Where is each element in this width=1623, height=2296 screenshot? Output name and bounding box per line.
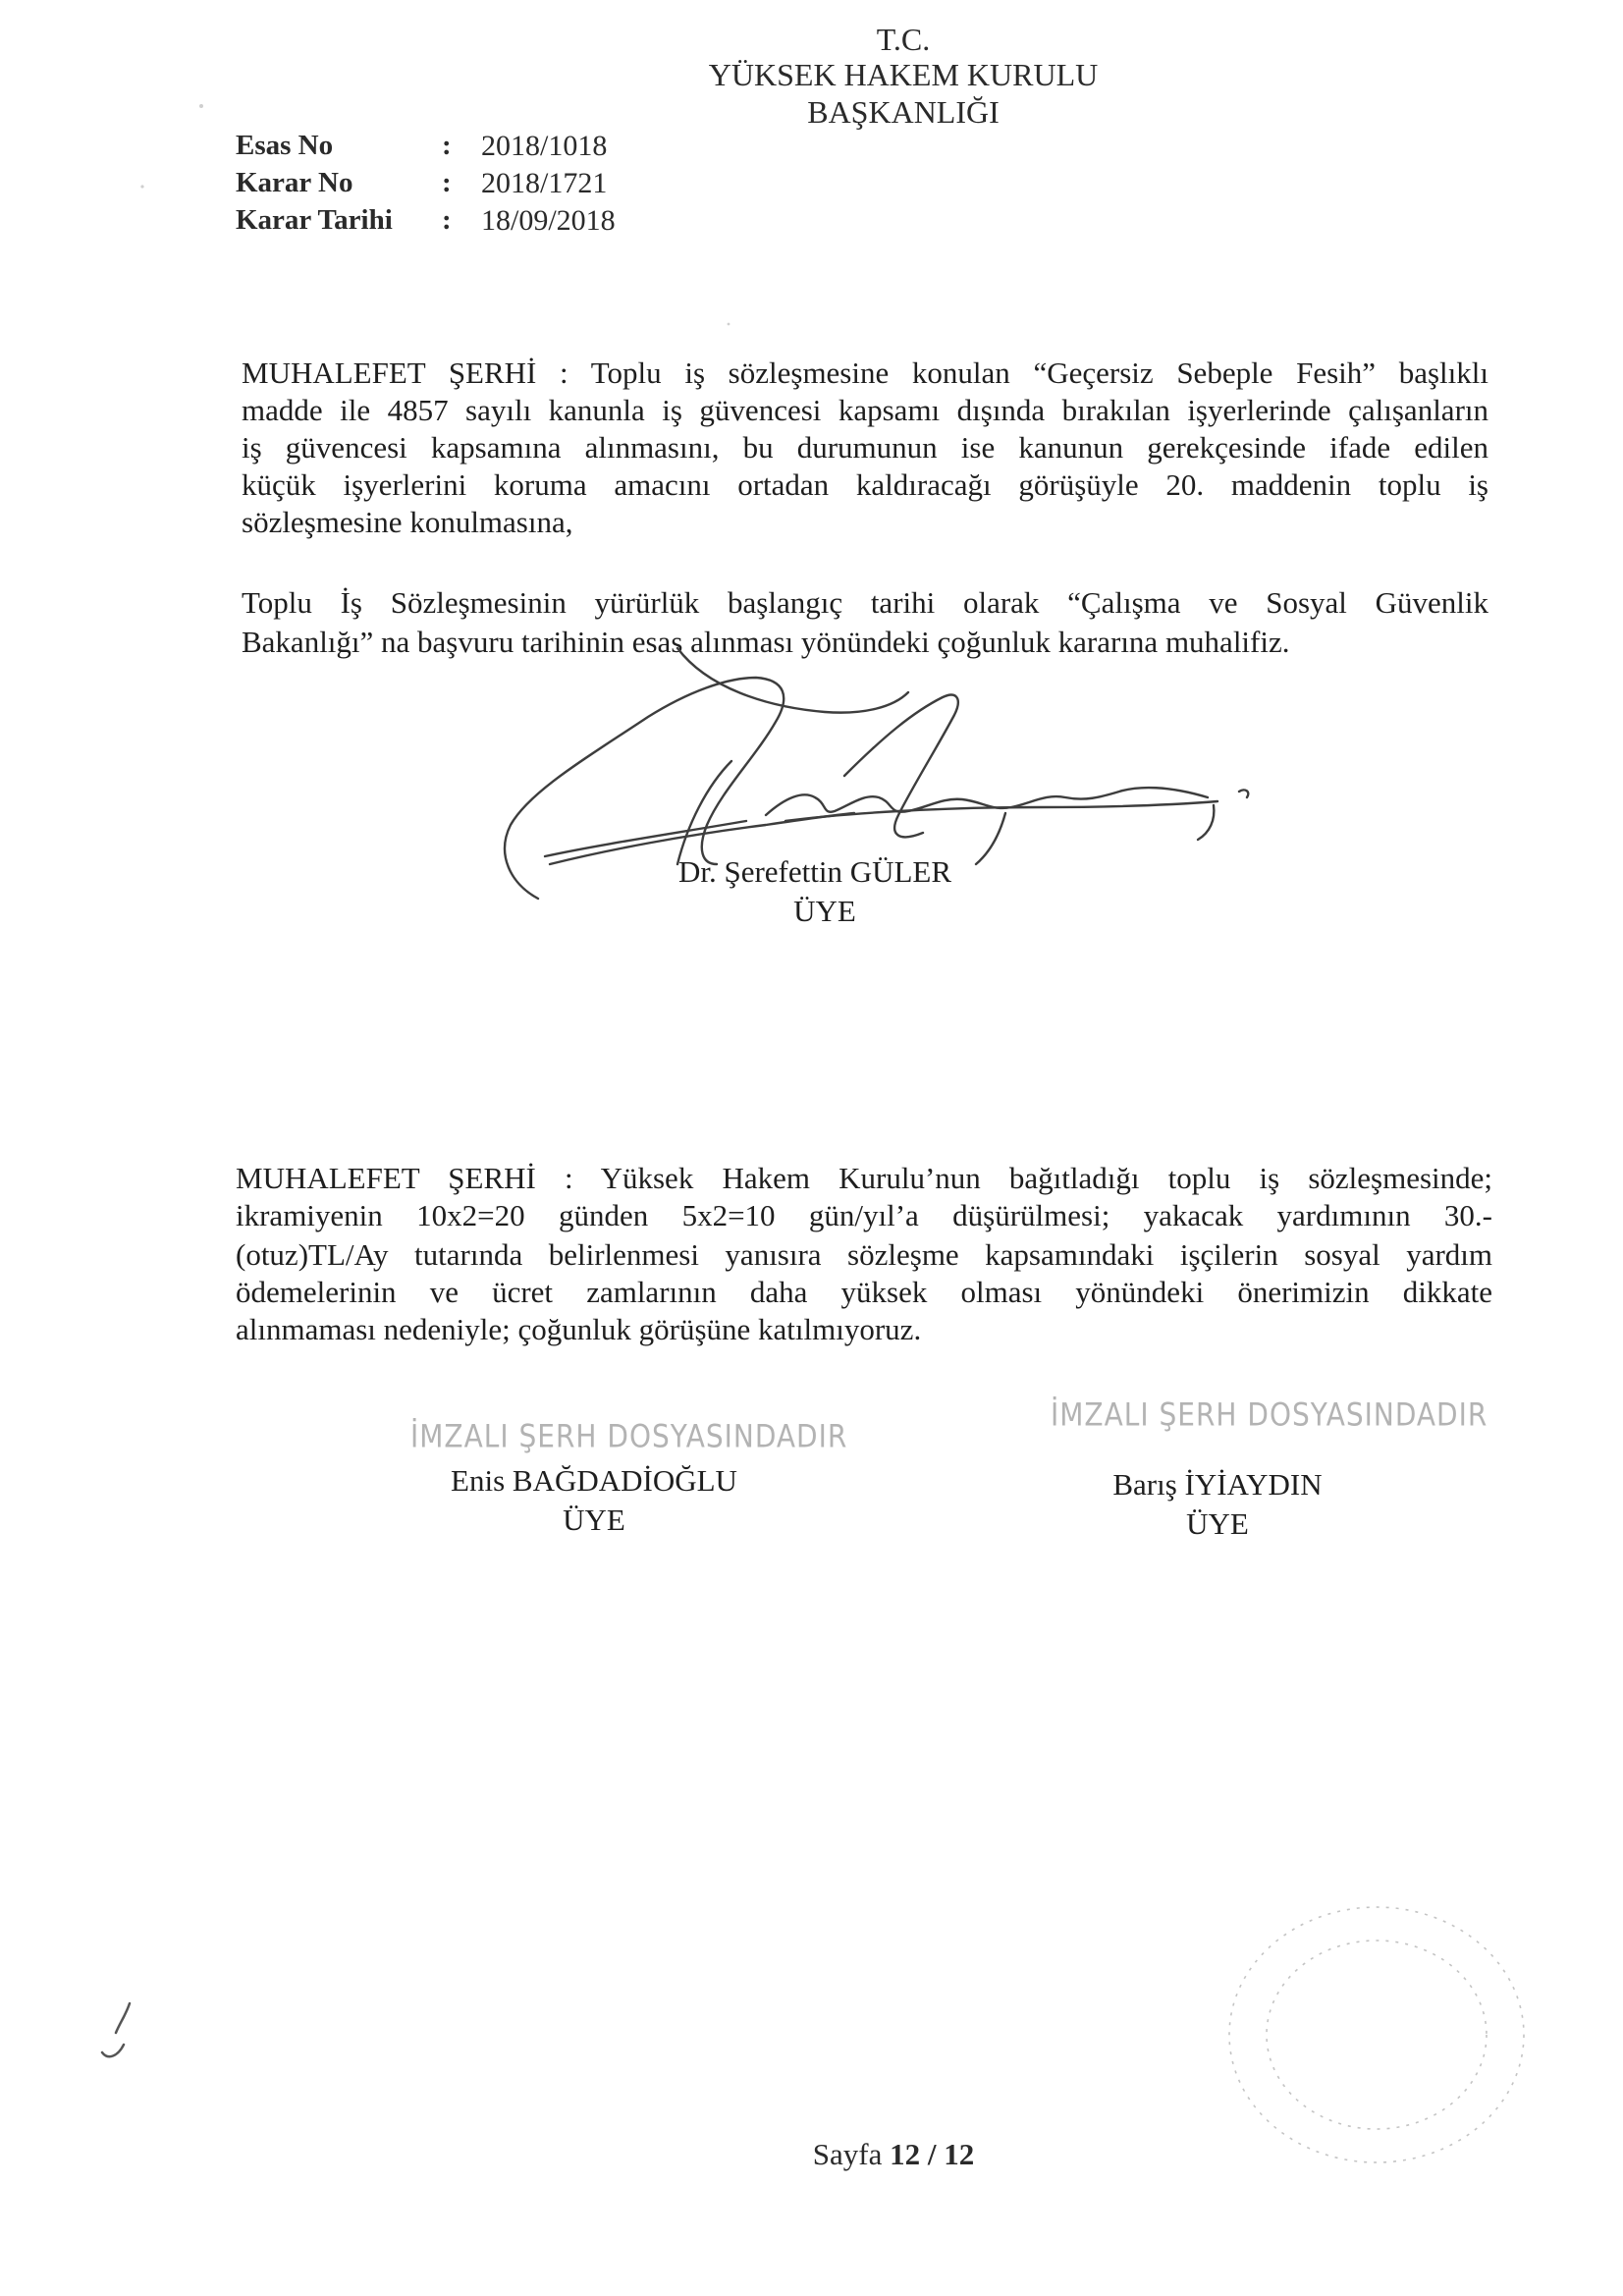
dissent1-line: MUHALEFET ŞERHİ : Toplu iş sözleşmesine konulan “Geçersiz Sebeple Fesih” başlıklı (242, 355, 1488, 390)
meta-label: Esas No (236, 130, 334, 161)
dissent2-line: alınmaması nedeniyle; çoğunluk görüşüne katılmıyoruz. (236, 1312, 922, 1346)
signer-role: ÜYE (1186, 1506, 1249, 1541)
signer-name: Barış İYİAYDIN (1112, 1467, 1323, 1502)
page-current: 12 (890, 2137, 921, 2171)
dissent1-line: Toplu İş Sözleşmesinin yürürlük başlangıç tarihi olarak “Çalışma ve Sosyal Güvenlik (242, 585, 1488, 620)
header-tc: T.C. (876, 22, 931, 57)
meta-value: 2018/1721 (481, 167, 608, 199)
dissent1-line: madde ile 4857 sayılı kanunla iş güvencesi kapsamı dışında bırakılan işyerlerinde çalışanların (242, 393, 1488, 427)
dissent2-line: ödemelerinin ve ücret zamlarının daha yüksek olması yönündeki önerimizin dikkate (236, 1275, 1492, 1309)
header-institution: YÜKSEK HAKEM KURULU (708, 57, 1099, 92)
dissent1-line: Bakanlığı” na başvuru tarihinin esas alınması yönündeki çoğunluk kararına muhalifiz. (242, 625, 1290, 659)
dissent1-line: sözleşmesine konulmasına, (242, 505, 573, 539)
page-prefix: Sayfa (812, 2137, 883, 2171)
dissent2-line: MUHALEFET ŞERHİ : Yüksek Hakem Kurulu’nun bağıtladığı toplu iş sözleşmesinde; (236, 1161, 1492, 1195)
margin-mark (102, 2003, 130, 2056)
dissent2-line: (otuz)TL/Ay tutarında belirlenmesi yanısıra sözleşme kapsamındaki işçilerin sosyal yardım (236, 1237, 1492, 1272)
dissent2-line: ikramiyenin 10x2=20 günden 5x2=10 gün/yıl’a düşürülmesi; yakacak yardımının 30.- (236, 1198, 1492, 1232)
meta-colon: : (442, 204, 452, 236)
meta-value: 18/09/2018 (481, 204, 616, 237)
signature-on-file-stamp: İMZALI ŞERH DOSYASINDADIR (1051, 1395, 1488, 1434)
header-department: BAŞKANLIĞI (807, 94, 1000, 130)
faint-seal (1229, 1907, 1524, 2162)
meta-label: Karar Tarihi (236, 204, 393, 236)
meta-label: Karar No (236, 167, 353, 198)
signer-role: ÜYE (793, 894, 856, 928)
signer-role: ÜYE (563, 1503, 625, 1537)
signer-name: Enis BAĞDADİOĞLU (451, 1463, 737, 1498)
meta-colon: : (442, 167, 452, 198)
signer-name: Dr. Şerefettin GÜLER (677, 854, 952, 889)
meta-value: 2018/1018 (481, 130, 608, 162)
page-separator: / (927, 2137, 937, 2171)
dissent1-line: iş güvencesi kapsamına alınmasını, bu durumunun ise kanunun gerekçesinde ifade edilen (242, 430, 1488, 465)
meta-colon: : (442, 130, 452, 161)
page-number (687, 2137, 1100, 2172)
scan-specks (140, 104, 730, 325)
page-total: 12 (944, 2137, 975, 2171)
signature-on-file-stamp: İMZALI ŞERH DOSYASINDADIR (410, 1417, 848, 1455)
dissent1-line: küçük işyerlerini koruma amacını ortadan kaldıracağı görüşüyle 20. maddenin toplu iş (242, 467, 1488, 502)
